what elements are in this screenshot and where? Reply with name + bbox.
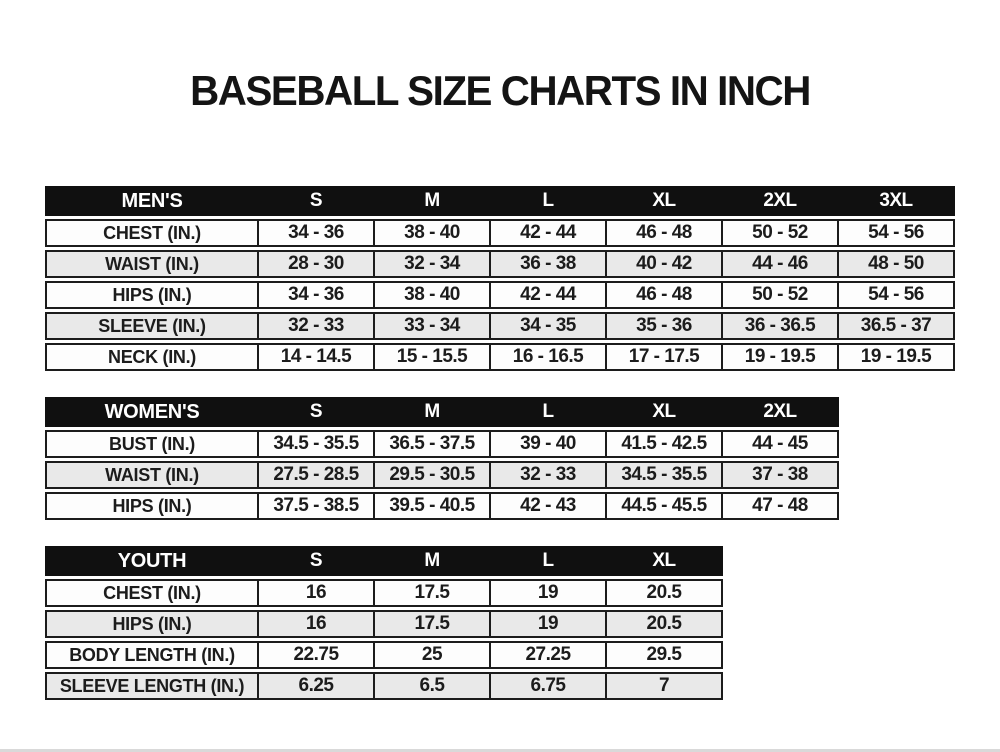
size-value-cell: 7 (605, 674, 721, 698)
size-value-cell: 42 - 43 (489, 494, 605, 518)
size-value-cell: 37.5 - 38.5 (257, 494, 373, 518)
size-value-cell: 27.5 - 28.5 (257, 463, 373, 487)
size-value-cell: 29.5 - 30.5 (373, 463, 489, 487)
size-value-cell: 16 - 16.5 (489, 345, 605, 369)
size-value-cell: 54 - 56 (837, 283, 953, 307)
table-row (45, 492, 839, 520)
table-name-cell: YOUTH (117, 549, 187, 572)
size-value-cell: 34.5 - 35.5 (257, 432, 373, 456)
table-row (45, 610, 723, 638)
table-row (45, 250, 955, 278)
table-row (45, 579, 723, 607)
size-column-header: L (542, 401, 554, 422)
size-value-cell: 32 - 33 (257, 314, 373, 338)
size-value-cell: 22.75 (257, 643, 373, 667)
row-label-cell: BODY LENGTH (IN.) (69, 644, 235, 665)
table-header-row (45, 546, 723, 576)
table-row (45, 219, 955, 247)
size-value-cell: 47 - 48 (721, 494, 837, 518)
size-value-cell: 25 (373, 643, 489, 667)
size-value-cell: 27.25 (489, 643, 605, 667)
table-name-cell: WOMEN'S (104, 400, 200, 423)
row-label-cell: SLEEVE LENGTH (IN.) (59, 675, 245, 696)
size-value-cell: 50 - 52 (721, 221, 837, 245)
size-column-header: S (309, 401, 323, 422)
row-label-cell: BUST (IN.) (109, 433, 195, 454)
size-value-cell: 20.5 (605, 612, 721, 636)
size-value-cell: 40 - 42 (605, 252, 721, 276)
size-value-cell: 38 - 40 (373, 283, 489, 307)
size-column-header: L (542, 550, 554, 571)
size-column-header: XL (652, 190, 676, 211)
table-row (45, 312, 955, 340)
size-value-cell: 44 - 46 (721, 252, 837, 276)
size-value-cell: 17.5 (373, 581, 489, 605)
size-value-cell: 19 - 19.5 (721, 345, 837, 369)
size-value-cell: 19 (489, 612, 605, 636)
size-value-cell: 50 - 52 (721, 283, 837, 307)
table-row (45, 281, 955, 309)
row-label-cell: SLEEVE (IN.) (98, 315, 206, 336)
size-value-cell: 6.75 (489, 674, 605, 698)
row-label-cell: WAIST (IN.) (105, 464, 199, 485)
size-column-header: S (309, 550, 323, 571)
size-value-cell: 39.5 - 40.5 (373, 494, 489, 518)
size-value-cell: 32 - 33 (489, 463, 605, 487)
table-row (45, 641, 723, 669)
page-title: BASEBALL SIZE CHARTS IN INCH (190, 67, 810, 114)
size-value-cell: 6.25 (257, 674, 373, 698)
row-label-cell: WAIST (IN.) (105, 253, 199, 274)
size-value-cell: 34.5 - 35.5 (605, 463, 721, 487)
size-column-header: S (309, 190, 323, 211)
size-value-cell: 34 - 36 (257, 283, 373, 307)
size-value-cell: 36 - 38 (489, 252, 605, 276)
size-value-cell: 19 (489, 581, 605, 605)
size-column-header: 2XL (763, 190, 797, 211)
size-value-cell: 33 - 34 (373, 314, 489, 338)
size-column-header: 2XL (763, 401, 797, 422)
size-table-men-s (45, 186, 1000, 371)
size-value-cell: 34 - 35 (489, 314, 605, 338)
size-value-cell: 34 - 36 (257, 221, 373, 245)
table-row (45, 461, 839, 489)
size-column-header: XL (652, 401, 676, 422)
size-value-cell: 36.5 - 37 (837, 314, 953, 338)
size-value-cell: 14 - 14.5 (257, 345, 373, 369)
table-row (45, 343, 955, 371)
size-value-cell: 48 - 50 (837, 252, 953, 276)
size-value-cell: 6.5 (373, 674, 489, 698)
size-value-cell: 16 (257, 581, 373, 605)
size-value-cell: 38 - 40 (373, 221, 489, 245)
row-label-cell: NECK (IN.) (108, 346, 196, 367)
tables-area (45, 186, 1000, 700)
size-value-cell: 17 - 17.5 (605, 345, 721, 369)
size-value-cell: 46 - 48 (605, 283, 721, 307)
size-column-header: 3XL (879, 190, 913, 211)
size-value-cell: 39 - 40 (489, 432, 605, 456)
table-header-row (45, 186, 955, 216)
size-value-cell: 41.5 - 42.5 (605, 432, 721, 456)
size-value-cell: 28 - 30 (257, 252, 373, 276)
table-name-cell: MEN'S (121, 189, 183, 212)
size-column-header: M (424, 401, 440, 422)
size-column-header: M (424, 550, 440, 571)
size-value-cell: 17.5 (373, 612, 489, 636)
size-value-cell: 36 - 36.5 (721, 314, 837, 338)
size-value-cell: 35 - 36 (605, 314, 721, 338)
size-column-header: L (542, 190, 554, 211)
table-header-row (45, 397, 839, 427)
size-value-cell: 37 - 38 (721, 463, 837, 487)
size-table-women-s (45, 397, 1000, 520)
size-value-cell: 44 - 45 (721, 432, 837, 456)
size-value-cell: 32 - 34 (373, 252, 489, 276)
size-column-header: XL (652, 550, 676, 571)
size-value-cell: 15 - 15.5 (373, 345, 489, 369)
row-label-cell: CHEST (IN.) (103, 582, 201, 603)
size-value-cell: 42 - 44 (489, 221, 605, 245)
size-value-cell: 19 - 19.5 (837, 345, 953, 369)
size-table-youth (45, 546, 1000, 700)
size-value-cell: 16 (257, 612, 373, 636)
table-row (45, 430, 839, 458)
row-label-cell: HIPS (IN.) (112, 613, 192, 634)
size-value-cell: 42 - 44 (489, 283, 605, 307)
size-column-header: M (424, 190, 440, 211)
size-value-cell: 46 - 48 (605, 221, 721, 245)
size-value-cell: 36.5 - 37.5 (373, 432, 489, 456)
row-label-cell: HIPS (IN.) (112, 284, 192, 305)
table-row (45, 672, 723, 700)
size-value-cell: 20.5 (605, 581, 721, 605)
size-value-cell: 44.5 - 45.5 (605, 494, 721, 518)
size-value-cell: 54 - 56 (837, 221, 953, 245)
row-label-cell: CHEST (IN.) (103, 222, 201, 243)
row-label-cell: HIPS (IN.) (112, 495, 192, 516)
size-value-cell: 29.5 (605, 643, 721, 667)
